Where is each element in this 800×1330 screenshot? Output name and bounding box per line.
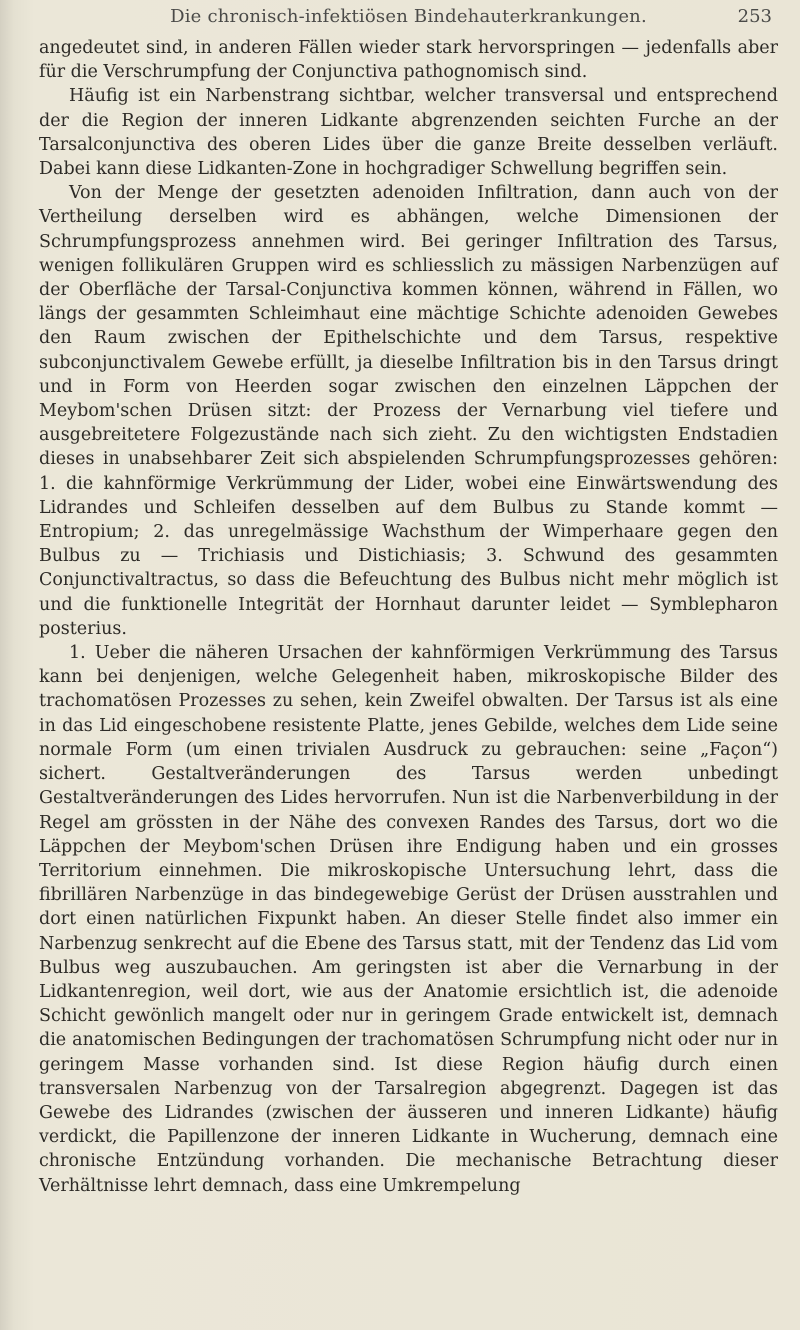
body-text (39, 36, 778, 1198)
page-number: 253 (737, 6, 772, 27)
paragraph-tarsus-verkruemmung: 1. Ueber die näheren Ursachen der kahnförmigen Verkrümmung des Tarsus kann bei denjenigen, welche Gelegenheit haben, mikroskopische Bilder des trachomatösen Prozesses zu sehen, kein Zweifel obwalten. Der Tarsus ist als eine in das Lid eingeschobene resistente Platte, jenes Gebilde, welches dem Lide seine normale Form (um einen trivialen Ausdruck zu gebrauchen: seine „Façon“) sichert. Gestaltveränderungen des Tarsus werden unbedingt Gestaltveränderungen des Lides hervorrufen. Nun ist die Narbenverbildung in der Regel am grössten in der Nähe des convexen Randes des Tarsus, dort wo die Läppchen der Meybom'schen Drüsen ihre Endigung haben und ein grosses Territorium einnehmen. Die mikroskopische Untersuchung lehrt, dass die fibrillären Narbenzüge in das bindegewebige Gerüst der Drüsen ausstrahlen und dort einen natürlichen Fixpunkt haben. An dieser Stelle findet also immer ein Narbenzug senkrecht auf die Ebene des Tarsus statt, mit der Tendenz das Lid vom Bulbus weg auszubauchen. Am geringsten ist aber die Vernarbung in der Lidkantenregion, weil dort, wie aus der Anatomie ersichtlich ist, die adenoide Schicht gewönlich mangelt oder nur in geringem Grade entwickelt ist, demnach die anatomischen Bedingungen der trachomatösen Schrumpfung nicht oder nur in geringem Masse vorhanden sind. Ist diese Region häufig durch einen transversalen Narbenzug von der Tarsalregion abgegrenzt. Dagegen ist das Gewebe des Lidrandes (zwischen der äusseren und inneren Lidkante) häufig verdickt, die Papillenzone der inneren Lidkante in Wucherung, demnach eine chronische Entzündung vorhanden. Die mechanische Betrachtung dieser Verhältnisse lehrt demnach, dass eine Umkrempelung (39, 643, 778, 1196)
paragraph-continuation: angedeutet sind, in anderen Fällen wieder stark hervorspringen — jedenfalls aber für die Verschrumpfung der Conjunctiva pathognomisch sind. (39, 38, 778, 83)
running-head (39, 6, 778, 32)
paragraph-infiltration: Von der Menge der gesetzten adenoiden Infiltration, dann auch von der Vertheilung derselben wird es abhängen, welche Dimensionen der Schrumpfungsprozess annehmen wird. Bei geringer Infiltration des Tarsus, wenigen follikulären Gruppen wird es schliesslich zu mässigen Narbenzügen auf der Oberfläche der Tarsal-Conjunctiva kommen können, während in Fällen, wo längs der gesammten Schleimhaut eine mächtige Schichte adenoiden Gewebes den Raum zwischen der Epithelschichte und dem Tarsus, respektive subconjunctivalem Gewebe erfüllt, ja dieselbe Infiltration bis in den Tarsus dringt und in Form von Heerden sogar zwischen den einzelnen Läppchen der Meybom'schen Drüsen sitzt: der Prozess der Vernarbung viel tiefere und ausgebreitetere Folgezustände nach sich zieht. Zu den wichtigsten Endstadien dieses in unabsehbarer Zeit sich abspielenden Schrumpfungsprozesses gehören: 1. die kahnförmige Verkrümmung der Lider, wobei eine Einwärtswendung des Lidrandes und Schleifen desselben auf dem Bulbus zu Stande kommt — Entropium; 2. das unregelmässige Wachsthum der Wimperhaare gegen den Bulbus zu — Trichiasis und Distichiasis; 3. Schwund des gesammten Conjunctivaltractus, so dass die Befeuchtung des Bulbus nicht mehr möglich ist und die funktionelle Integrität der Hornhaut darunter leidet — Symblepharon posterius. (39, 183, 778, 639)
paragraph-narbenstrang: Häufig ist ein Narbenstrang sichtbar, welcher transversal und entsprechend der die Region der inneren Lidkante abgrenzenden seichten Furche an der Tarsalconjunctiva des oberen Lides über die ganze Breite desselben verläuft. Dabei kann diese Lidkanten-Zone in hochgradiger Schwellung begriffen sein. (39, 86, 778, 180)
running-title: Die chronisch-infektiösen Bindehauterkrankungen. (170, 6, 647, 27)
